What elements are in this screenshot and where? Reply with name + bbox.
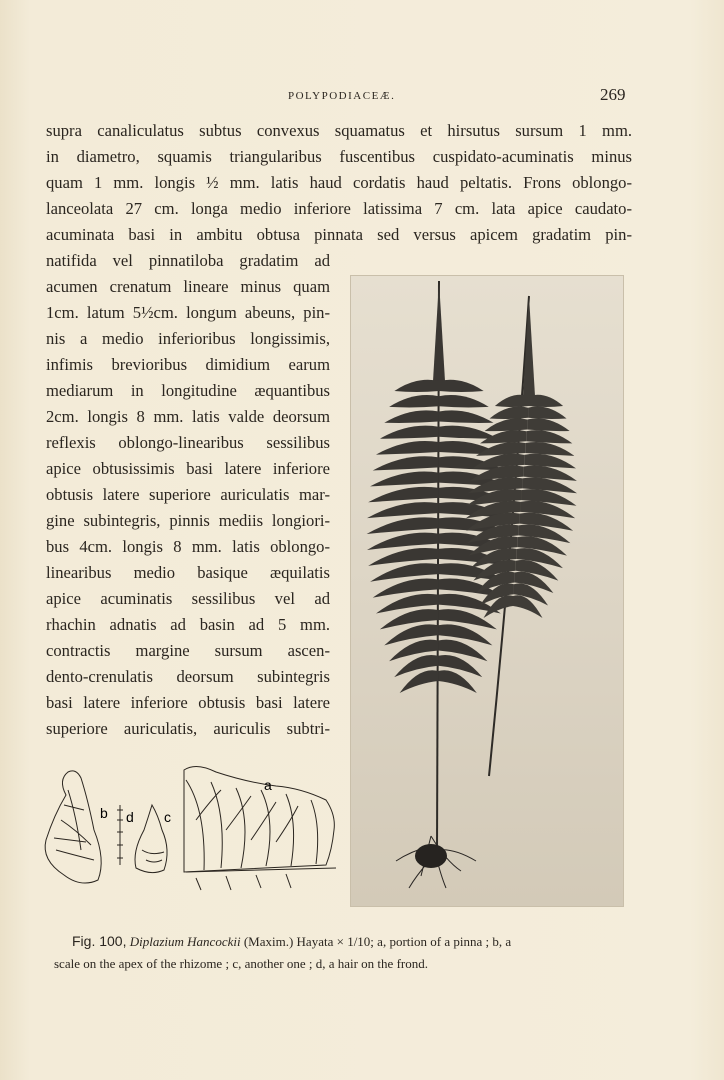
pinna [367,502,439,518]
pinna [368,548,438,566]
hair-drawing-d [117,805,123,865]
rhizome [415,844,447,868]
body-line: acumen crenatum lineare minus quam [46,277,330,296]
pinna [495,395,529,407]
scale-factor: × 1/10; [336,934,374,949]
running-head: POLYPODIACEÆ. [288,90,396,102]
pinna [439,410,494,423]
pinna [384,410,439,423]
frond-apex [433,281,445,381]
body-line: in diametro, squamis triangularibus fuscentibus cuspidato-acuminatis minus [46,147,632,166]
scale-drawing-c [135,805,167,873]
pinna [525,442,574,456]
pinna [367,517,439,534]
body-line: basi latere inferiore obtusis basi latere [46,693,330,712]
body-line: 1cm. latum 5½cm. longum abeuns, pin- [46,303,330,322]
species-name: Diplazium Hancockii [129,934,241,949]
label-b: b [100,805,108,821]
figure-number: Fig. 100, [72,933,127,949]
pinna [490,407,528,419]
label-c: c [164,809,171,825]
caption-description-1: a, portion of a pinna ; b, a [377,934,512,949]
body-line: nis a medio inferioribus longissimis, [46,329,330,348]
pinna [373,456,439,470]
figure-caption [54,930,632,975]
pinna [368,487,439,502]
pinna [367,533,439,550]
label-d: d [126,809,134,825]
body-line: superiore auriculatis, auriculis subtri- [46,719,330,738]
pinna [439,395,489,407]
body-line: mediarum in longitudine æquantibus [46,381,330,400]
pinna [400,670,439,693]
pinna [438,670,477,693]
page-number: 269 [600,85,626,104]
body-line: natifida vel pinnatiloba gradatim ad [46,251,330,270]
fern-fronds-illustration [351,276,623,906]
pinna [370,472,439,487]
body-line: gine subintegris, pinnis mediis longiori- [46,511,330,530]
body-line: rhachin adnatis ad basin ad 5 mm. [46,615,330,634]
right-frond [466,296,577,776]
caption-line-2: scale on the apex of the rhizome ; c, another one ; d, a hair on the frond. [54,956,428,971]
body-line: linearibus medio basique æquilatis [46,563,330,582]
body-line: bus 4cm. longis 8 mm. latis oblongo- [46,537,330,556]
pinna [439,380,484,392]
body-line: quam 1 mm. longis ½ mm. latis haud cordatis haud peltatis. Frons oblongo- [46,173,632,192]
pinna-portion-drawing-a [184,766,336,890]
body-line: obtusis latere superiore auriculatis mar- [46,485,330,504]
pinna [529,395,563,407]
pinna [389,395,439,407]
body-line: apice acuminatis sessilibus vel ad [46,589,330,608]
body-line: supra canaliculatus subtus convexus squamatus et hirsutus sursum 1 mm. [46,121,632,140]
body-line: reflexis oblongo-linearibus sessilibus [46,433,330,452]
body-line: acuminata basi in ambitu obtusa pinnata sed versus apicem gradatim pin- [46,225,632,244]
pinna [526,430,572,443]
pinna [485,418,528,431]
pinna [394,380,439,392]
body-line: dento-crenulatis deorsum subintegris [46,667,330,686]
fern-photograph [350,275,624,907]
caption-line-1 [72,930,632,953]
label-a: a [264,777,272,793]
pinna [439,426,498,439]
pinna [527,418,570,431]
pinna [376,441,439,455]
body-line: contractis margine sursum ascen- [46,641,330,660]
pinna [528,407,566,419]
body-line: apice obtusissimis basi latere inferiore [46,459,330,478]
body-line: lanceolata 27 cm. longa medio inferiore latissima 7 cm. lata apice caudato- [46,199,632,218]
species-authority: (Maxim.) Hayata [243,934,334,949]
detail-drawings [36,760,346,900]
pinna [380,426,439,439]
body-line: infimis brevioribus dimidium earum [46,355,330,374]
scale-drawing-b [45,771,101,883]
body-line: 2cm. longis 8 mm. latis valde deorsum [46,407,330,426]
left-frond [367,281,511,851]
